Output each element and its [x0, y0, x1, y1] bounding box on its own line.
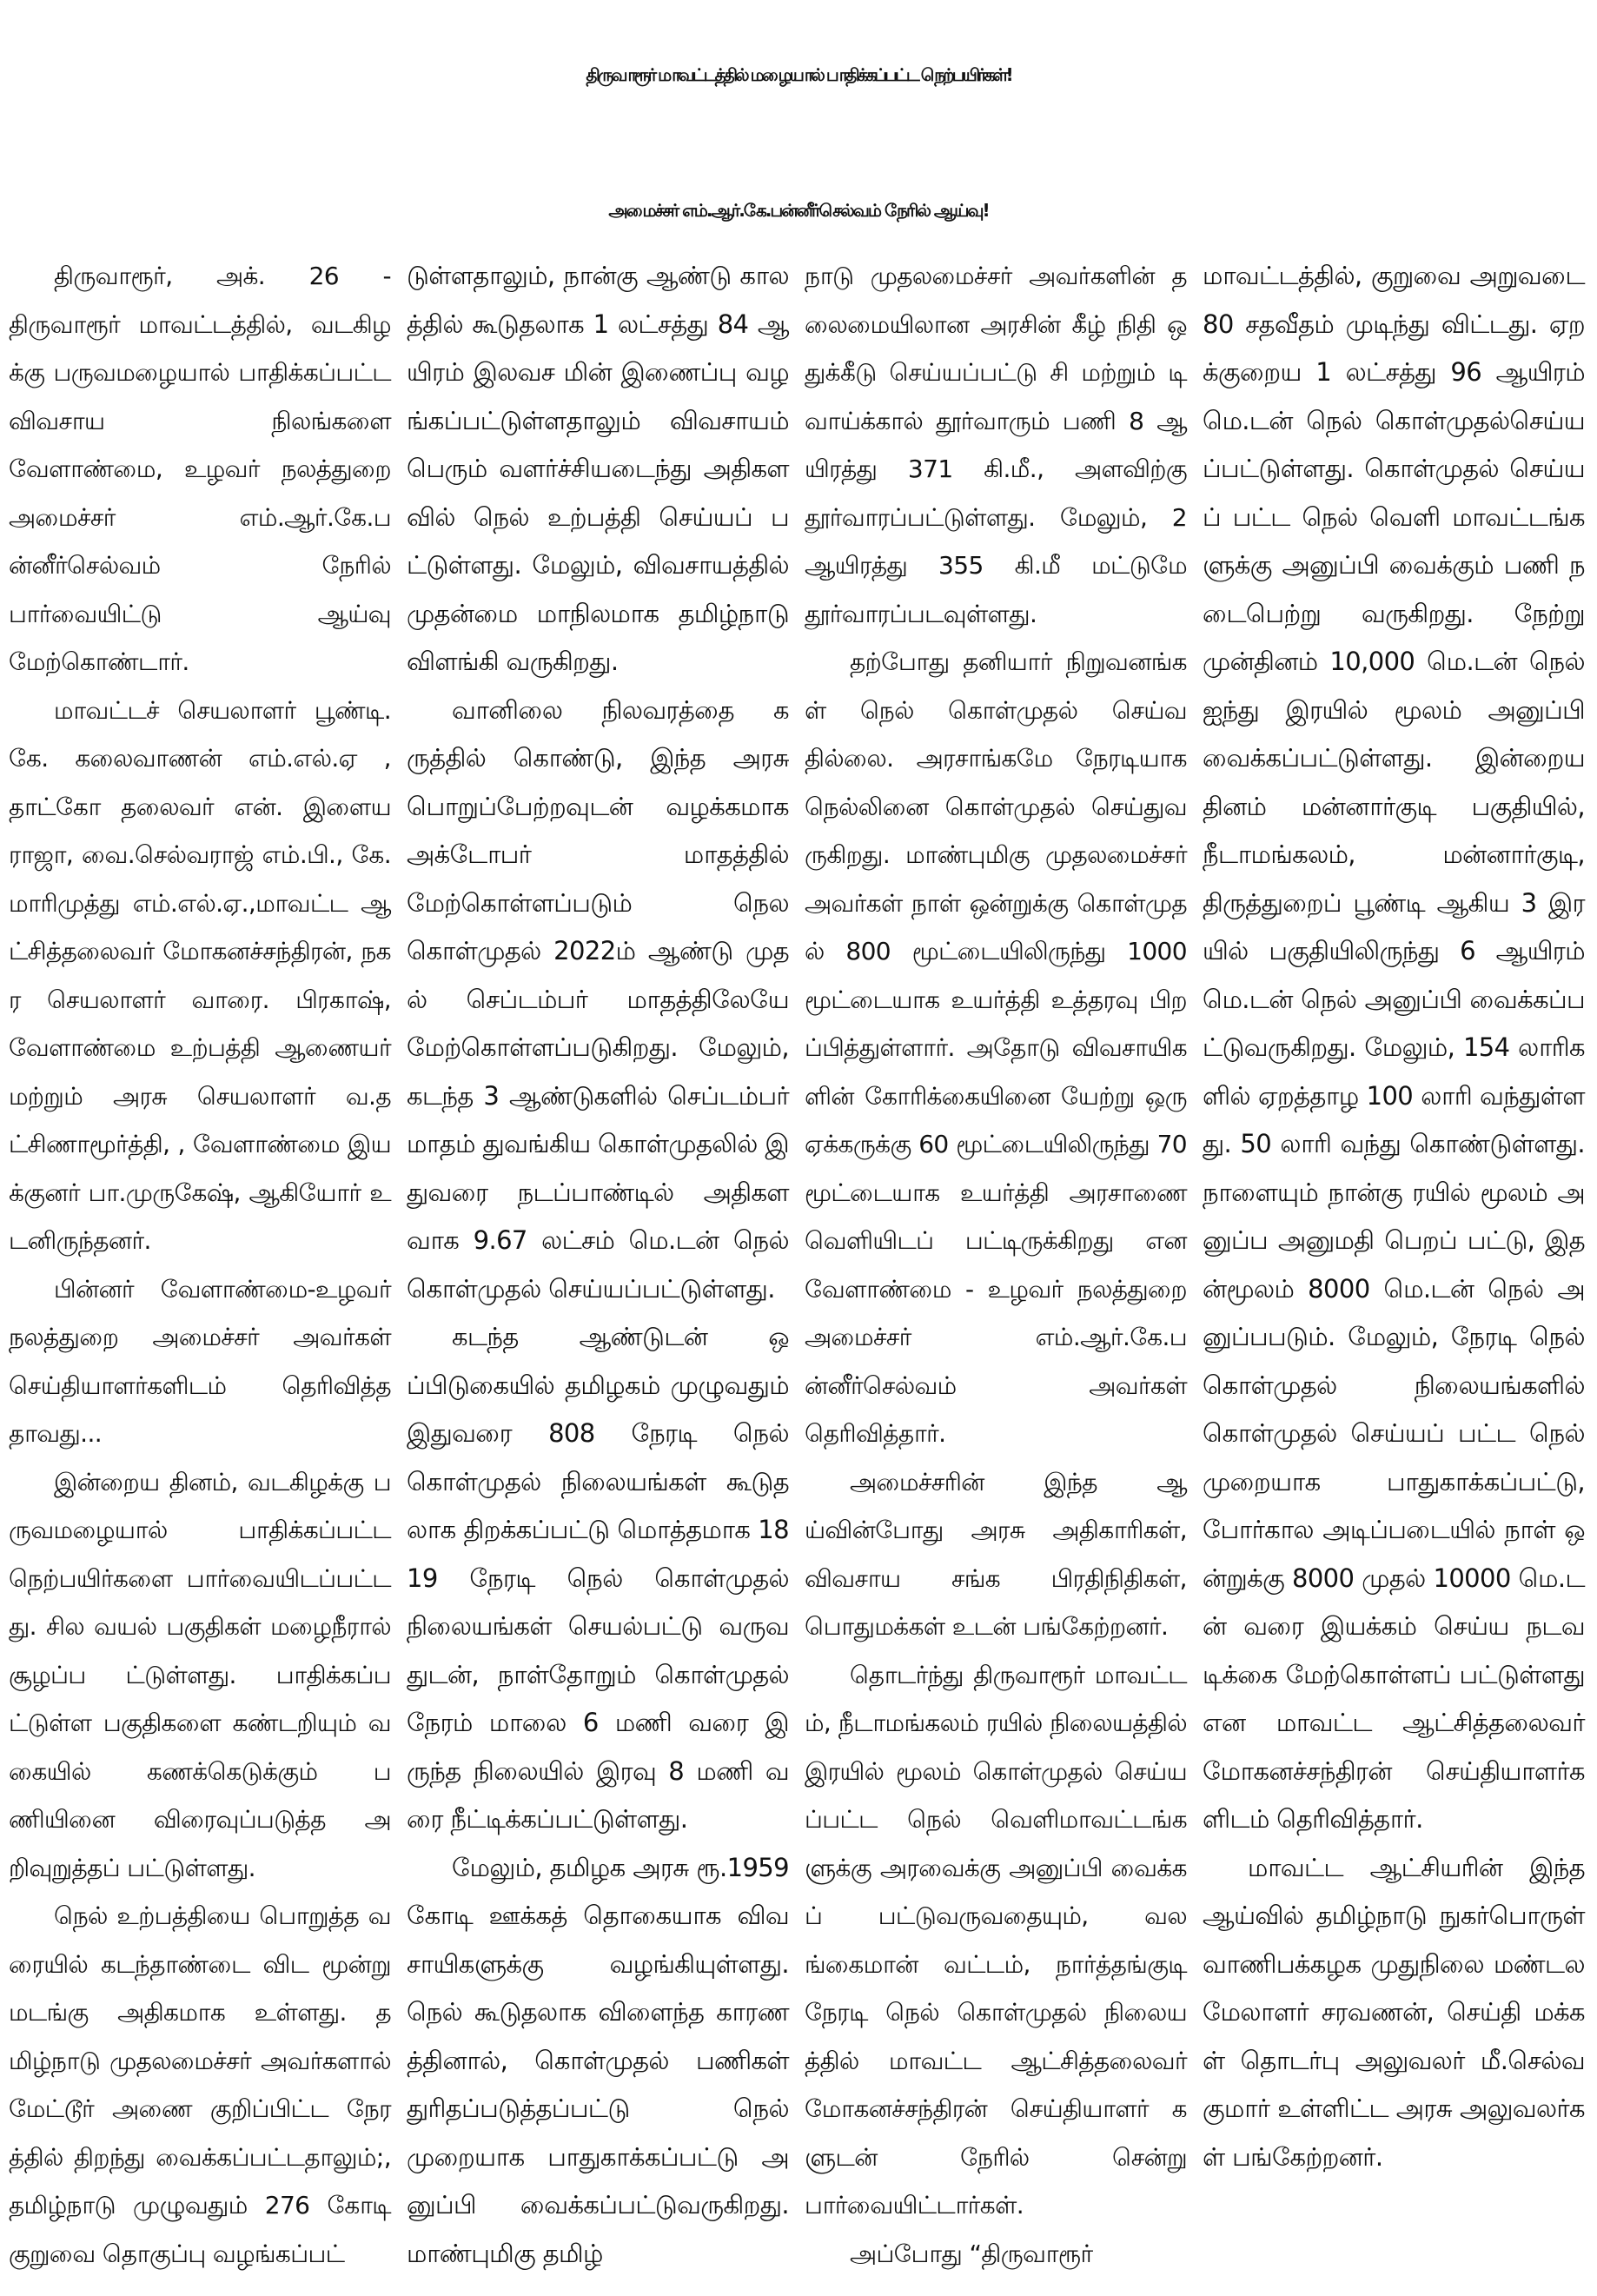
subheadline: அமைச்சர் எம்.ஆர்.கே.பன்னீர்செல்வம் நேரில் ஆய்வு!: [608, 199, 989, 221]
article-paragraph: அப்போது “திருவாரூர்: [850, 2239, 1093, 2268]
article-paragraph: டுள்ளதாலும், நான்கு ஆண்டு காலத்தில் கூடுதலாக 1 லட்சத்து 84 ஆயிரம் இலவச மின் இணைப்பு வழங்கப்பட்டுள்ளதாலும் விவசாயம் பெரும் வளர்ச்சியடைந்து அதிகளவில் நெல் உற்பத்தி செய்யப் பட்டுள்ளது. மேலும், விவசாயத்தில் முதன்மை மாநிலமாக தமிழ்நாடு விளங்கி வருகிறது.: [407, 261, 789, 676]
article-paragraph: இன்றைய தினம், வடகிழக்கு பருவமழையால் பாதிக்கப்பட்ட நெற்பயிர்களை பார்வையிடப்பட்டது. சில வயல் பகுதிகள் மழைநீரால் சூழப்ப ட்டுள்ளது. பாதிக்கப்பட்டுள்ள பகுதிகளை கண்டறியும் வகையில் கணக்கெடுக்கும் பணியினை விரைவுப்படுத்த அறிவுறுத்தப் பட்டுள்ளது.: [9, 1467, 391, 1882]
article-paragraph: அமைச்சரின் இந்த ஆய்வின்போது அரசு அதிகாரிகள், விவசாய சங்க பிரதிநிதிகள், பொதுமக்கள் உடன் பங்கேற்றனர்.: [805, 1467, 1187, 1641]
article-column-4: [1197, 252, 1590, 2294]
article-column-1: [3, 252, 396, 2294]
article-paragraph: நெல் உற்பத்தியை பொறுத்த வரையில் கடந்தாண்டை விட மூன்று மடங்கு அதிகமாக உள்ளது. தமிழ்நாடு முதலமைச்சர் அவர்களால் மேட்டூர் அணை குறிப்பிட்ட நேரத்தில் திறந்து வைக்கப்பட்டதாலும்;, தமிழ்நாடு முழுவதும் 276 கோடி குறுவை தொகுப்பு வழங்கப்பட்: [9, 1901, 391, 2268]
article-paragraph: வானிலை நிலவரத்தை கருத்தில் கொண்டு, இந்த அரசு பொறுப்பேற்றவுடன் வழக்கமாக அக்டோபர் மாதத்தில் மேற்கொள்ளப்படும் நெல கொள்முதல் 2022ம் ஆண்டு முதல் செப்டம்பர் மாதத்திலேயே மேற்கொள்ளப்படுகிறது. மேலும், கடந்த 3 ஆண்டுகளில் செப்டம்பர் மாதம் துவங்கிய கொள்முதலில் இதுவரை நடப்பாண்டில் அதிகளவாக 9.67 லட்சம் மெ.டன் நெல் கொள்முதல் செய்யப்பட்டுள்ளது.: [407, 694, 789, 1304]
article-paragraph: திருவாரூர், அக். 26 - திருவாரூர் மாவட்டத்தில், வடகிழக்கு பருவமழையால் பாதிக்கப்பட்ட விவசாய நிலங்களை வேளாண்மை, உழவர் நலத்துறை அமைச்சர் எம்.ஆர்.கே.பன்னீர்செல்வம் நேரில் பார்வையிட்டு ஆய்வு மேற்கொண்டார்.: [9, 262, 391, 676]
article-paragraph: நாடு முதலமைச்சர் அவர்களின் தலைமையிலான அரசின் கீழ் நிதி ஒதுக்கீடு செய்யப்பட்டு சி மற்றும் டி வாய்க்கால் தூர்வாரும் பணி 8 ஆயிரத்து 371 கி.மீ., அளவிற்கு தூர்வாரப்பட்டுள்ளது. மேலும், 2 ஆயிரத்து 355 கி.மீ மட்டுமே தூர்வாரப்படவுள்ளது.: [805, 262, 1187, 628]
article-paragraph: கடந்த ஆண்டுடன் ஒப்பிடுகையில் தமிழகம் முழுவதும் இதுவரை 808 நேரடி நெல் கொள்முதல் நிலையங்கள் கூடுதலாக திறக்கப்பட்டு மொத்தமாக 1819 நேரடி நெல் கொள்முதல் நிலையங்கள் செயல்பட்டு வருவதுடன், நாள்தோறும் கொள்முதல் நேரம் மாலை 6 மணி வரை இருந்த நிலையில் இரவு 8 மணி வரை நீட்டிக்கப்பட்டுள்ளது.: [407, 1322, 789, 1834]
article-paragraph: மாவட்ட ஆட்சியரின் இந்த ஆய்வில் தமிழ்நாடு நுகர்பொருள் வாணிபக்கழக முதுநிலை மண்டல மேலாளர் சரவணன், செய்தி மக்கள் தொடர்பு அலுவலர் மீ.செல்வகுமார் உள்ளிட்ட அரசு அலுவலர்கள் பங்கேற்றனர்.: [1203, 1852, 1585, 2172]
headline: திருவாரூர் மாவட்டத்தில் மழையால் பாதிக்கப்பட்ட நெற்பயிர்கள்!: [586, 64, 1011, 86]
article-paragraph: மேலும், தமிழக அரசு ரூ.1959 கோடி ஊக்கத் தொகையாக விவசாயிகளுக்கு வழங்கியுள்ளது. நெல் கூடுதலாக விளைந்த காரணத்தினால், கொள்முதல் பணிகள் துரிதப்படுத்தப்பட்டு நெல் முறையாக பாதுகாக்கப்பட்டு அனுப்பி வைக்கப்பட்டுவருகிறது. மாண்புமிகு தமிழ்: [407, 1852, 789, 2268]
article-paragraph: மாவட்டத்தில், குறுவை அறுவடை 80 சதவீதம் முடிந்து விட்டது. ஏறக்குறைய 1 லட்சத்து 96 ஆயிரம் மெ.டன் நெல் கொள்முதல்செய்யப்பட்டுள்ளது. கொள்முதல் செய்யப் பட்ட நெல் வெளி மாவட்டங்களுக்கு அனுப்பி வைக்கும் பணி நடைபெற்று வருகிறது. நேற்று முன்தினம் 10,000 மெ.டன் நெல் ஐந்து இரயில் மூலம் அனுப்பி வைக்கப்பட்டுள்ளது. இன்றைய தினம் மன்னார்குடி பகுதியில், நீடாமங்கலம், மன்னார்குடி, திருத்துறைப் பூண்டி ஆகிய 3 இரயில் பகுதியிலிருந்து 6 ஆயிரம் மெ.டன் நெல் அனுப்பி வைக்கப்பட்டுவருகிறது. மேலும், 154 லாரிகளில் ஏறத்தாழ 100 லாரி வந்துள்ளது. 50 லாரி வந்து கொண்டுள்ளது. நாளையும் நான்கு ரயில் மூலம் அனுப்ப அனுமதி பெறப் பட்டு, இதன்மூலம் 8000 மெ.டன் நெல் அனுப்பபடும். மேலும், நேரடி நெல் கொள்முதல் நிலையங்களில் கொள்முதல் செய்யப் பட்ட நெல் முறையாக பாதுகாக்கப்பட்டு, போர்கால அடிப்படையில் நாள் ஒன்றுக்கு 8000 முதல் 10000 மெ.டன் வரை இயக்கம் செய்ய நடவடிக்கை மேற்கொள்ளப் பட்டுள்ளது என மாவட்ட ஆட்சித்தலைவர் மோகனச்சந்திரன் செய்தியாளர்களிடம் தெரிவித்தார்.: [1203, 261, 1585, 1834]
article-paragraph: மாவட்டச் செயலாளர் பூண்டி.கே. கலைவாணன் எம்.எல்.ஏ , தாட்கோ தலைவர் என். இளைய ராஜா, வை.செல்வராஜ் எம்.பி., கே.மாரிமுத்து எம்.எல்.ஏ.,மாவட்ட ஆட்சித்தலைவர் மோகனச்சந்திரன், நகர செயலாளர் வாரை. பிரகாஷ், வேளாண்மை உற்பத்தி ஆணையர் மற்றும் அரசு செயலாளர் வ.தட்சிணாமூர்த்தி, , வேளாண்மை இயக்குனர் பா.முருகேஷ், ஆகியோர் உடனிருந்தனர்.: [9, 695, 391, 1255]
article-column-3: [799, 252, 1192, 2294]
article-body: [3, 252, 1594, 2294]
article-paragraph: பின்னர் வேளாண்மை-உழவர் நலத்துறை அமைச்சர் அவர்கள் செய்தியாளர்களிடம் தெரிவித்ததாவது...: [9, 1274, 391, 1448]
article-paragraph: தற்போது தனியார் நிறுவனங்கள் நெல் கொள்முதல் செய்வதில்லை. அரசாங்கமே நேரடியாக நெல்லினை கொள்முதல் செய்துவருகிறது. மாண்புமிகு முதலமைச்சர் அவர்கள் நாள் ஒன்றுக்கு கொள்முதல் 800 மூட்டையிலிருந்து 1000 மூட்டையாக உயர்த்தி உத்தரவு பிறப்பித்துள்ளார். அதோடு விவசாயிகளின் கோரிக்கையினை யேற்று ஒரு ஏக்கருக்கு 60 மூட்டையிலிருந்து 70 மூட்டையாக உயர்த்தி அரசாணை வெளியிடப் பட்டிருக்கிறது என வேளாண்மை - உழவர் நலத்துறை அமைச்சர் எம்.ஆர்.கே.பன்னீர்செல்வம் அவர்கள் தெரிவித்தார்.: [805, 647, 1187, 1448]
article-column-2: [401, 252, 794, 2294]
article-paragraph: தொடர்ந்து திருவாரூர் மாவட்டம், நீடாமங்கலம் ரயில் நிலையத்தில் இரயில் மூலம் கொள்முதல் செய்யப்பட்ட நெல் வெளிமாவட்டங்களுக்கு அரவைக்கு அனுப்பி வைக்கப் பட்டுவருவதையும், வலங்கைமான் வட்டம், நார்த்தங்குடி நேரடி நெல் கொள்முதல் நிலையத்தில் மாவட்ட ஆட்சித்தலைவர் மோகனச்சந்திரன் செய்தியாளர் களுடன் நேரில் சென்று பார்வையிட்டார்கள்.: [805, 1660, 1187, 2220]
